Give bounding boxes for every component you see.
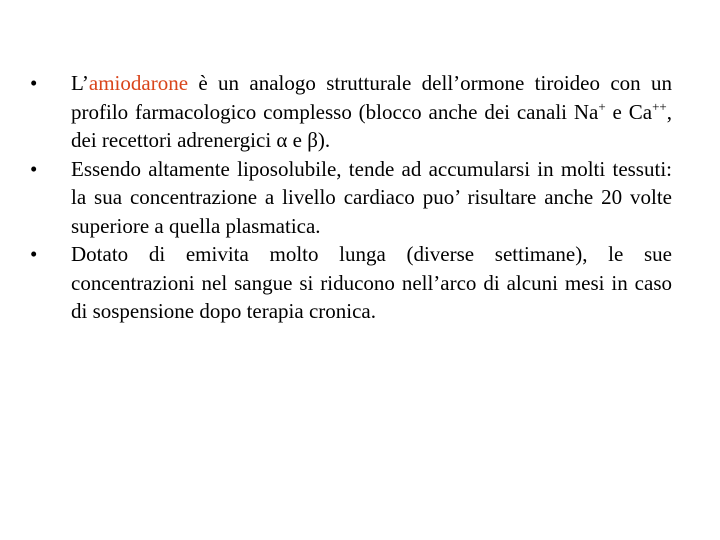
highlighted-term: amiodarone — [88, 71, 189, 95]
bullet-item-liposolubility — [30, 155, 672, 241]
bullet-list — [30, 69, 672, 326]
calcium-charge: ++ — [652, 98, 667, 114]
sodium-charge: + — [598, 98, 606, 114]
bullet-1-prefix: L’ — [71, 71, 89, 95]
bullet-marker: • — [30, 71, 38, 95]
bullet-1-text-a: è un analogo strutturale dell’ormone tiroideo con un profilo farmacologico complesso (blocco anche dei canali Na — [71, 71, 672, 124]
bullet-1-text-c: , dei recettori adrenergici α e β). — [71, 99, 672, 152]
bullet-2-text: Essendo altamente liposolubile, tende ad accumularsi in molti tessuti: la sua concentrazione a livello cardiaco puo’ risultare anche 20 volte superiore a quella plasmatica. — [71, 156, 672, 238]
bullet-3-text: Dotato di emivita molto lunga (diverse settimane), le sue concentrazioni nel sangue si riducono nell’arco di alcuni mesi in caso di sospensione dopo terapia cronica. — [71, 242, 672, 323]
bullet-1-text-b: e Ca — [605, 99, 653, 124]
bullet-item-half-life — [30, 240, 672, 326]
bullet-marker: • — [30, 242, 38, 266]
bullet-marker: • — [30, 156, 38, 181]
bullet-item-amiodarone — [30, 69, 672, 155]
